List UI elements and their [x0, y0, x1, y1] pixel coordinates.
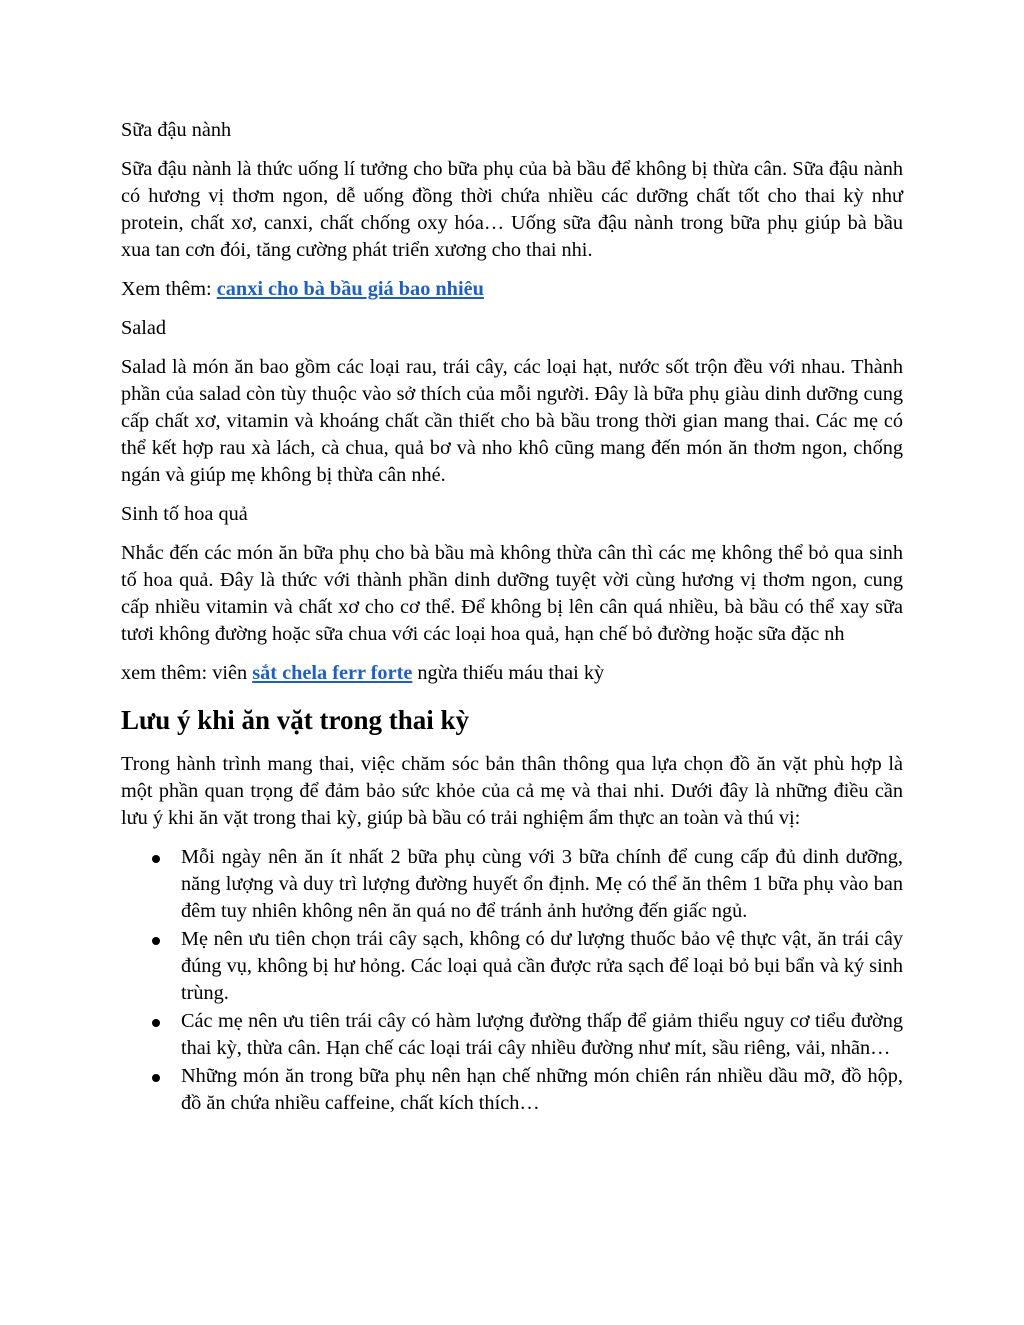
intro-paragraph: Trong hành trình mang thai, việc chăm sóc bản thân thông qua lựa chọn đồ ăn vặt phù hợp là một phần quan trọng để đảm bảo sức khỏe của cả mẹ và thai nhi. Dưới đây là những điều cần lưu ý khi ăn vặt trong thai kỳ, giúp bà bầu có trải nghiệm ẩm thực an toàn và thú vị: — [121, 753, 903, 829]
list-item-text: Các mẹ nên ưu tiên trái cây có hàm lượng đường thấp để giảm thiểu nguy cơ tiểu đường thai kỳ, thừa cân. Hạn chế các loại trái cây nhiều đường như mít, sầu riêng, vải, nhãn… — [181, 1010, 903, 1059]
list-item — [121, 926, 903, 1007]
list-item-text: Mẹ nên ưu tiên chọn trái cây sạch, không có dư lượng thuốc bảo vệ thực vật, ăn trái cây đúng vụ, không bị hư hỏng. Các loại quả cần được rửa sạch để loại bỏ bụi bẩn và ký sinh trùng. — [181, 928, 903, 1004]
bullet-icon — [152, 1074, 160, 1082]
document-page — [121, 117, 903, 1118]
list-item-text: Những món ăn trong bữa phụ nên hạn chế những món chiên rán nhiều dầu mỡ, đồ hộp, đồ ăn chứa nhiều caffeine, chất kích thích… — [181, 1065, 903, 1114]
section-heading-soy-milk: Sữa đậu nành — [121, 119, 232, 141]
see-more-link-iron[interactable]: sắt chela ferr forte — [252, 662, 413, 684]
bullet-icon — [152, 1019, 160, 1027]
see-more-link-calcium[interactable]: canxi cho bà bầu giá bao nhiêu — [216, 278, 484, 300]
see-more-prefix: xem thêm: viên — [121, 662, 253, 684]
list-item — [121, 1008, 903, 1062]
see-more-line-1 — [121, 276, 903, 303]
list-item-text: Mỗi ngày nên ăn ít nhất 2 bữa phụ cùng với 3 bữa chính để cung cấp đủ dinh dưỡng, năng lượng và duy trì lượng đường huyết ổn định. Mẹ có thể ăn thêm 1 bữa phụ vào ban đêm tuy nhiên không nên ăn quá no để tránh ảnh hưởng đến giấc ngủ. — [181, 846, 903, 922]
see-more-suffix: ngừa thiếu máu thai kỳ — [412, 662, 605, 684]
main-heading: Lưu ý khi ăn vặt trong thai kỳ — [121, 705, 470, 735]
list-item — [121, 1063, 903, 1117]
list-item — [121, 844, 903, 925]
tips-list — [121, 844, 903, 1117]
section-body-soy-milk: Sữa đậu nành là thức uống lí tưởng cho bữa phụ của bà bầu để không bị thừa cân. Sữa đậu nành có hương vị thơm ngon, dễ uống đồng thời chứa nhiều các dưỡng chất tốt cho thai kỳ như protein, chất xơ, canxi, chất chống oxy hóa… Uống sữa đậu nành trong bữa phụ giúp bà bầu xua tan cơn đói, tăng cường phát triển xương cho thai nhi. — [121, 158, 903, 261]
section-body-smoothie: Nhắc đến các món ăn bữa phụ cho bà bầu mà không thừa cân thì các mẹ không thể bỏ qua sinh tố hoa quả. Đây là thức với thành phần dinh dưỡng tuyệt vời cùng hương vị thơm ngon, cung cấp nhiều vitamin và chất xơ cho cơ thể. Để không bị lên cân quá nhiều, bà bầu có thể xay sữa tươi không đường hoặc sữa chua với các loại hoa quả, hạn chế bỏ đường hoặc sữa đặc nh — [121, 542, 903, 645]
bullet-icon — [152, 937, 160, 945]
see-more-line-2 — [121, 660, 903, 687]
bullet-icon — [152, 855, 160, 863]
section-body-salad: Salad là món ăn bao gồm các loại rau, trái cây, các loại hạt, nước sốt trộn đều với nhau. Thành phần của salad còn tùy thuộc vào sở thích của mỗi người. Đây là bữa phụ giàu dinh dưỡng cung cấp chất xơ, vitamin và khoáng chất cần thiết cho bà bầu trong thời gian mang thai. Các mẹ có thể kết hợp rau xà lách, cà chua, quả bơ và nho khô cũng mang đến món ăn thơm ngon, chống ngán và giúp mẹ không bị thừa cân nhé. — [121, 356, 903, 486]
see-more-prefix: Xem thêm: — [121, 278, 217, 300]
section-heading-smoothie: Sinh tố hoa quả — [121, 503, 248, 525]
section-heading-salad: Salad — [121, 317, 167, 339]
